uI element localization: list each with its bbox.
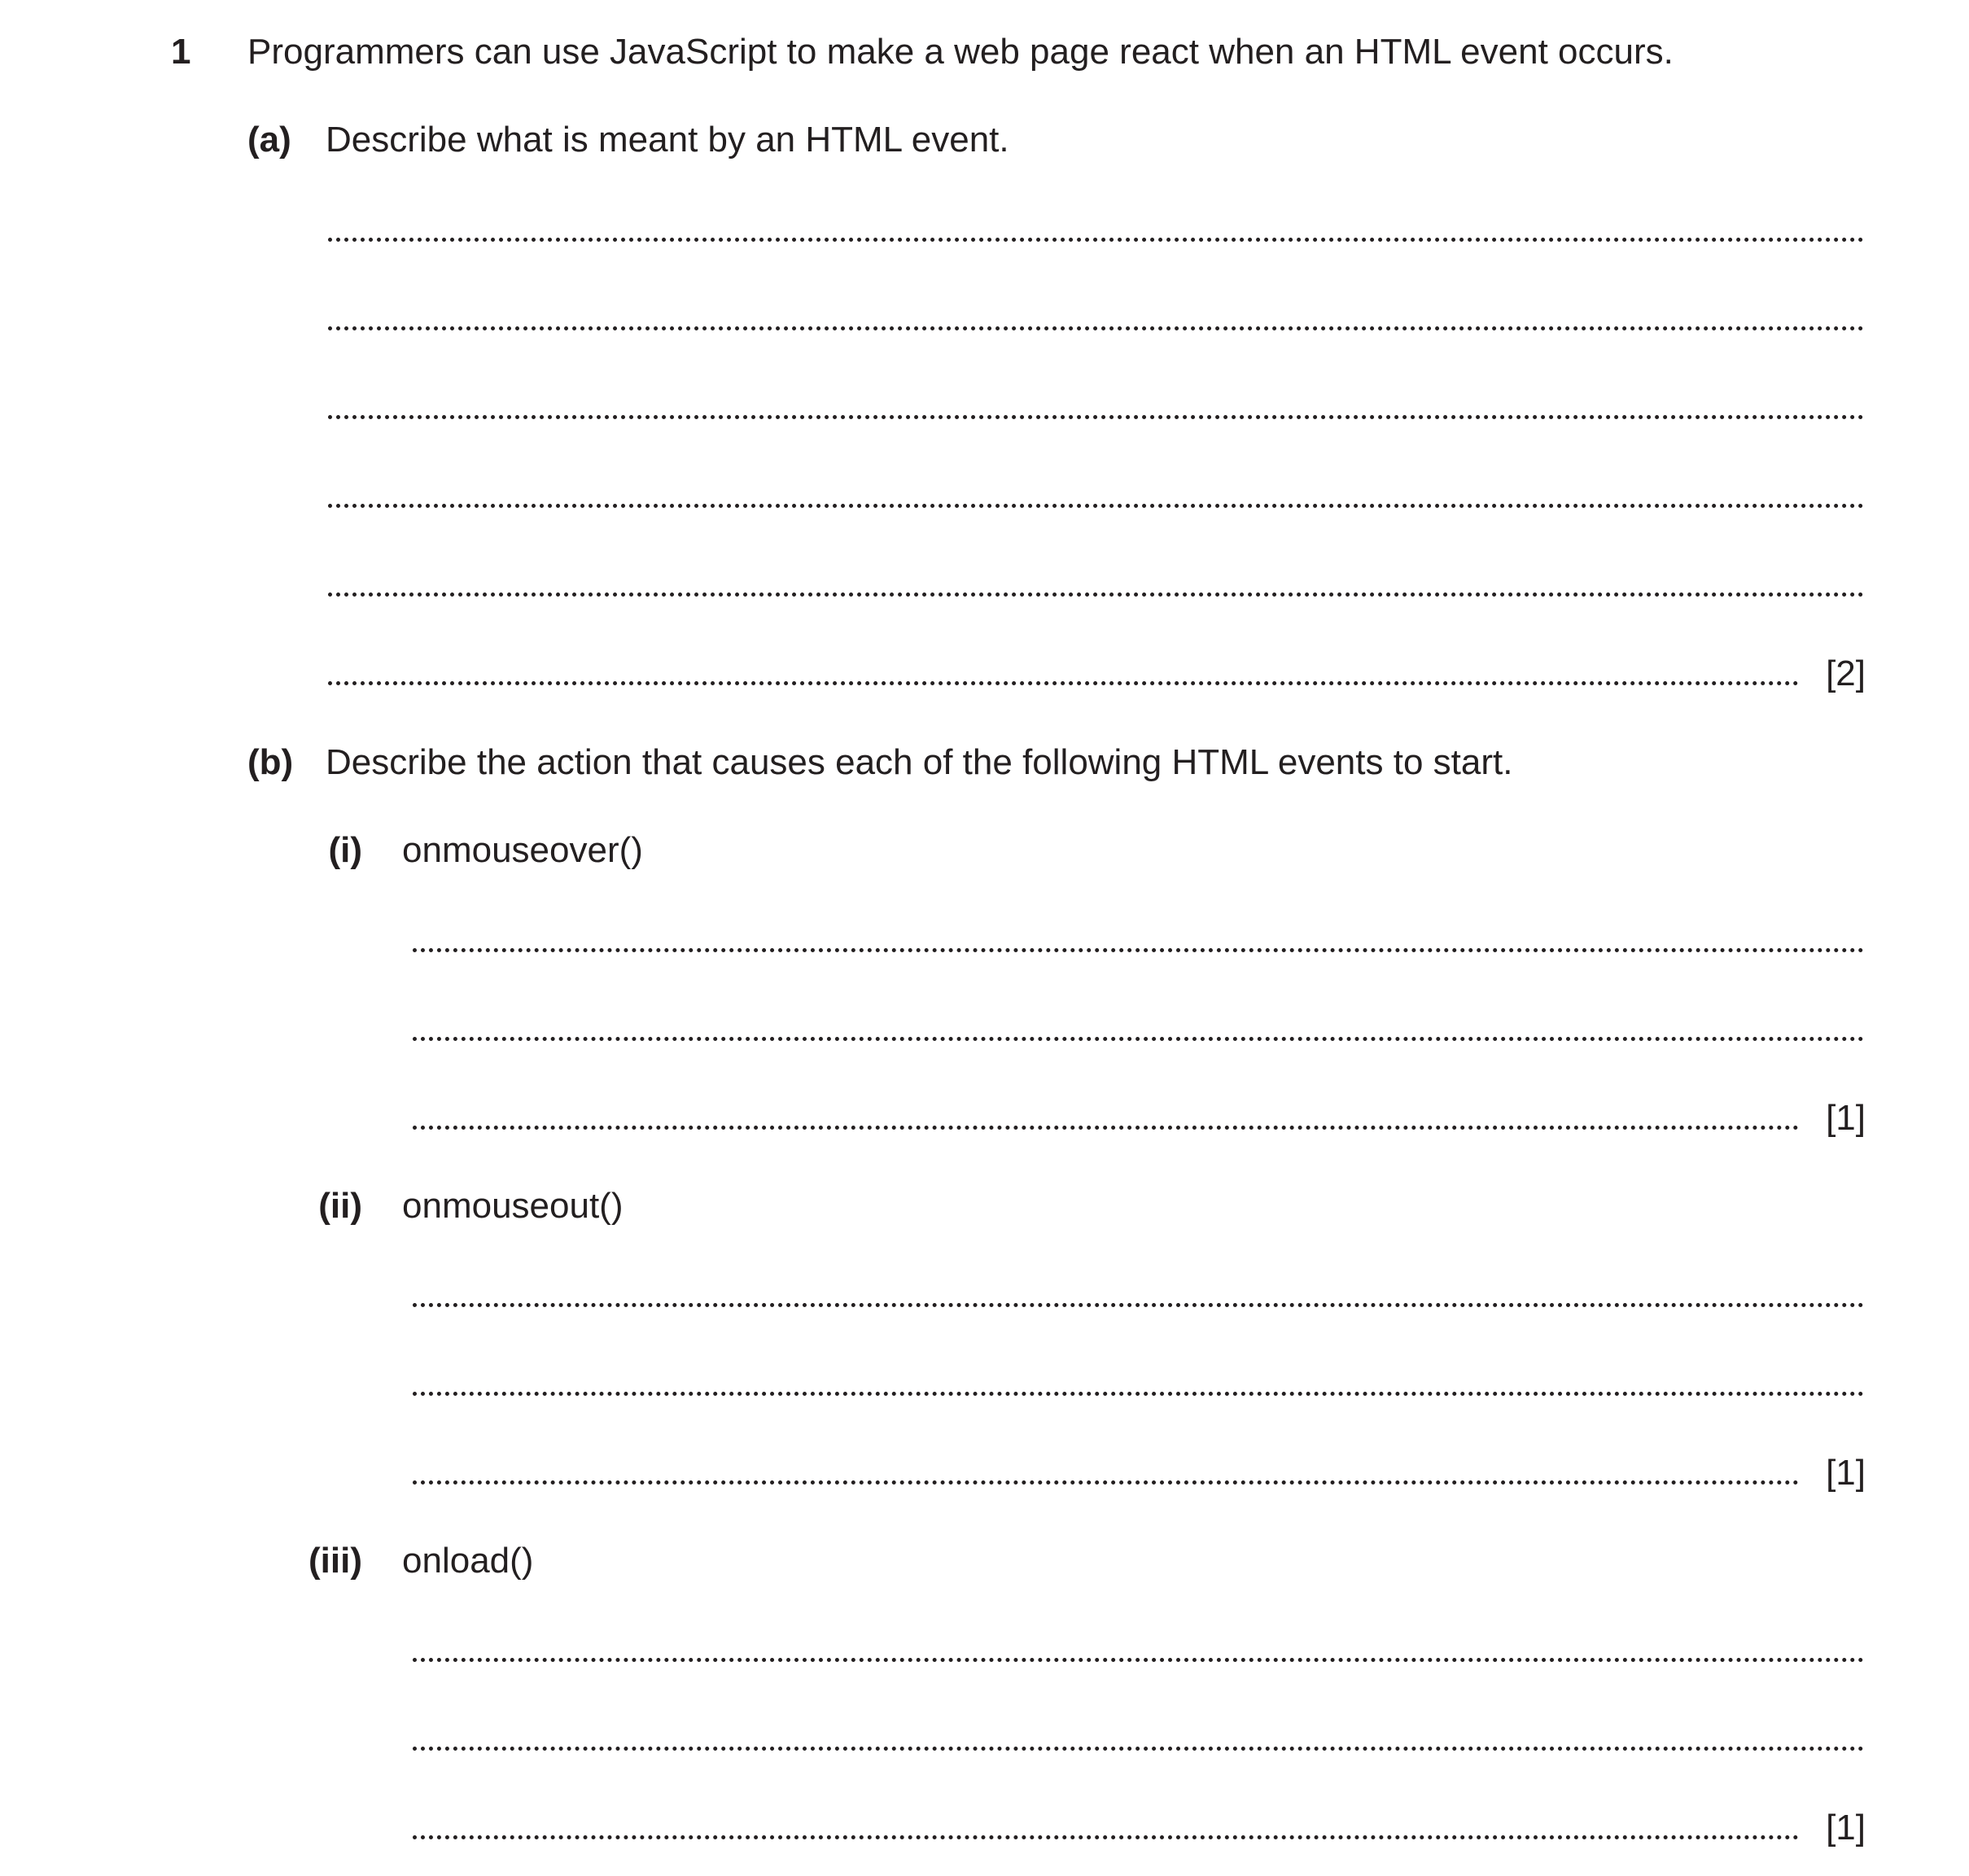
part-a-text: Describe what is meant by an HTML event.: [326, 120, 1009, 160]
question-number: 1: [171, 32, 191, 72]
subpart-iii-marks: [1]: [1826, 1808, 1866, 1848]
subpart-ii-marks: [1]: [1826, 1453, 1866, 1493]
answer-line[interactable]: [413, 1303, 1864, 1307]
answer-line[interactable]: [328, 415, 1864, 419]
answer-line[interactable]: [413, 1037, 1864, 1041]
answer-line[interactable]: [328, 326, 1864, 330]
answer-line[interactable]: [328, 681, 1799, 685]
part-a-label: (a): [247, 120, 291, 160]
answer-line[interactable]: [413, 1392, 1864, 1396]
answer-line[interactable]: [413, 1658, 1864, 1662]
question-stem: Programmers can use JavaScript to make a web page react when an HTML event occurs.: [247, 32, 1674, 72]
subpart-ii-text: onmouseout(): [402, 1186, 624, 1226]
answer-line[interactable]: [328, 593, 1864, 597]
answer-line[interactable]: [328, 238, 1864, 242]
subpart-i-marks: [1]: [1826, 1098, 1866, 1138]
answer-line[interactable]: [328, 504, 1864, 508]
part-b-text: Describe the action that causes each of the following HTML events to start.: [326, 742, 1513, 782]
answer-line[interactable]: [413, 1126, 1799, 1130]
part-a-marks: [2]: [1826, 654, 1866, 693]
answer-line[interactable]: [413, 1747, 1864, 1751]
subpart-ii-label: (ii): [318, 1186, 362, 1226]
subpart-i-label: (i): [328, 830, 362, 870]
subpart-iii-label: (iii): [308, 1541, 362, 1581]
subpart-i-text: onmouseover(): [402, 830, 643, 870]
answer-line[interactable]: [413, 1835, 1799, 1839]
answer-line[interactable]: [413, 1480, 1799, 1485]
part-b-label: (b): [247, 742, 294, 782]
answer-line[interactable]: [413, 948, 1864, 952]
subpart-iii-text: onload(): [402, 1541, 534, 1581]
